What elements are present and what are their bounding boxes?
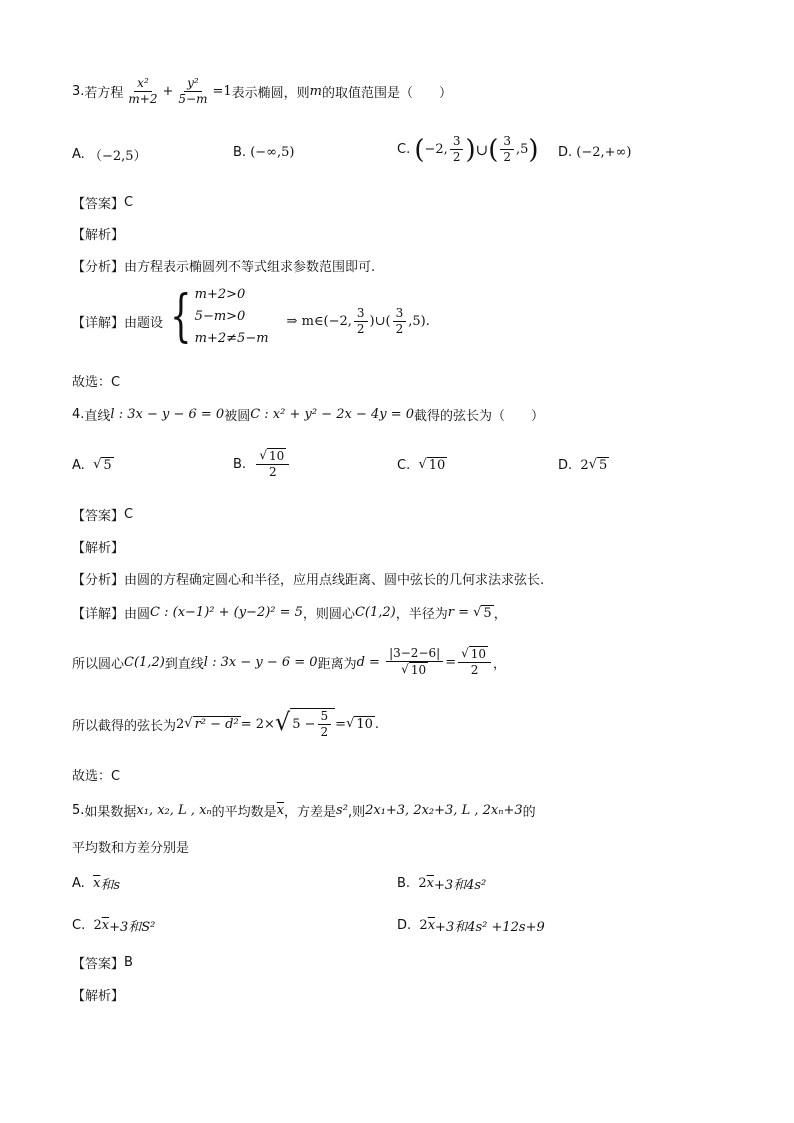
q4-option-b-num: 10 xyxy=(268,449,285,463)
q3-detail-tag: 【详解】 xyxy=(72,315,125,331)
q3-number: 3. xyxy=(72,84,85,99)
q5-option-d-x: $\overline{x}$ xyxy=(427,918,436,933)
q3-stem xyxy=(72,76,452,107)
q4-option-d-label: D. xyxy=(558,457,573,473)
q4-d2-eq: l : 3x − y − 6 = 0 xyxy=(203,654,318,670)
q3-inequality-system: { m+2>0 5−m>0 m+2≠5−m xyxy=(170,284,269,349)
q4-d1-eq: C : (x−1)² + (y−2)² = 5 xyxy=(150,605,303,620)
q4-d2-a: 所以圆心 xyxy=(72,656,125,672)
q4-fenxi xyxy=(72,569,544,588)
q4-answer-value: C xyxy=(124,507,134,522)
q4-d2-dv: d = xyxy=(356,654,380,670)
q3-option-d-label: D. xyxy=(558,145,573,160)
q5-text2: 的平均数是 xyxy=(211,805,277,820)
q4-option-c-label: C. xyxy=(397,457,411,473)
q3-fenxi xyxy=(72,256,375,275)
q3-choice-text: 故选：C xyxy=(72,375,121,390)
q4-d2-den2: 2 xyxy=(470,663,479,677)
q3-analysis-heading xyxy=(72,224,124,243)
q3-answer-value: C xyxy=(124,195,134,210)
q4-d2-d: 距离为 xyxy=(317,656,357,672)
q5-text5: 的 xyxy=(522,805,536,820)
q4-mid: 被圆 xyxy=(224,409,251,424)
q5-option-c-label: C. xyxy=(72,918,86,933)
q4-option-b-label: B. xyxy=(233,456,247,472)
q4-option-a-label: A. xyxy=(72,457,85,473)
q5-option-c xyxy=(72,916,155,935)
q5-option-c-value: +3和S² xyxy=(109,920,156,935)
q4-d1-r: r = xyxy=(447,605,469,620)
q4-analysis-heading xyxy=(72,537,124,556)
q5-option-c-pre: 2 xyxy=(93,918,102,933)
q5-stem-1 xyxy=(72,801,536,820)
q4-d2-eqs: = xyxy=(445,654,457,670)
q3-frac1-num: x² xyxy=(134,76,152,92)
q4-d3-eq2: = xyxy=(335,716,347,732)
q4-d3-eq: = 2× xyxy=(240,716,275,732)
q4-d1-e: ， xyxy=(493,607,507,622)
q4-d3-coef: 2 xyxy=(176,716,185,732)
q3-answer-tag: 【答案】 xyxy=(72,197,125,212)
q3-detail: 【详解】 由题设 { m+2>0 5−m>0 m+2≠5−m ⇒ m∈(−2, $\frac{3}{2}$ )∪( $\frac{3}{2}$ ,5). xyxy=(72,284,430,349)
q5-answer-value: B xyxy=(124,955,133,970)
q5-option-d xyxy=(397,916,545,935)
q4-d3-fnum: 5 xyxy=(318,709,332,725)
q3-option-b xyxy=(233,145,294,160)
q5-option-b xyxy=(397,874,486,893)
q5-text1: 如果数据 xyxy=(84,805,137,820)
q3-implies: ⇒ m∈(−2, xyxy=(286,313,352,329)
q4-option-b-den: 2 xyxy=(268,465,277,479)
q3-option-a-value: （−2,5） xyxy=(88,149,147,164)
q4-d2-den: 10 xyxy=(410,663,427,677)
q3-detail-prefix: 由题设 xyxy=(124,315,164,331)
q4-fenxi-text: 由圆的方程确定圆心和半径，应用点线距离、圆中弦长的几何求法求弦长. xyxy=(124,573,545,588)
q4-d1-d: ，半径为 xyxy=(395,607,448,622)
q3-option-a xyxy=(72,145,147,164)
q4-answer-tag: 【答案】 xyxy=(72,509,125,524)
q4-option-d: D. 2 √ 5 xyxy=(558,457,608,473)
q4-circle-eq: C : x² + y² − 2x − 4y = 0 xyxy=(250,407,415,422)
q4-option-b: B. √ 10 2 xyxy=(233,448,291,480)
q3-option-a-label: A. xyxy=(72,147,85,162)
q3-choice xyxy=(72,371,120,390)
q4-option-c-value: 10 xyxy=(428,458,446,473)
q4-d3-fden: 2 xyxy=(320,725,329,739)
q5-number: 5. xyxy=(72,803,85,818)
q3-option-b-label: B. xyxy=(233,145,247,160)
q3-fraction-y xyxy=(175,76,210,107)
q4-line-eq: l : 3x − y − 6 = 0 xyxy=(110,407,225,422)
q4-d2-end: ， xyxy=(493,656,507,672)
q3-suffix1: 表示椭圆，则 xyxy=(231,86,310,101)
q4-detail-2: 所以圆心 C(1,2) 到直线 l : 3x − y − 6 = 0 距离为 d = |3−2−6| √ 10 = √ 10 2 ， xyxy=(72,646,507,677)
q5-line2: 平均数和方差分别是 xyxy=(72,841,190,856)
q4-d1-c: C(1,2) xyxy=(354,605,396,620)
q4-d1-rad: 5 xyxy=(483,605,492,621)
q4-d2-c: C(1,2) xyxy=(124,654,165,670)
q3-option-d-value: (−2,+∞) xyxy=(576,145,632,160)
q4-choice xyxy=(72,765,120,784)
q3-fenxi-text: 由方程表示椭圆列不等式组求参数范围即可. xyxy=(124,260,376,275)
q3-frac2-num: y² xyxy=(184,76,202,92)
q5-option-a-value: 和s xyxy=(100,878,121,893)
q4-option-a-value: 5 xyxy=(103,458,112,473)
q5-mean: $\overline{x}$ xyxy=(276,803,285,818)
q5-option-d-pre: 2 xyxy=(419,918,428,933)
q3-frac2-den: 5−m xyxy=(178,92,208,106)
q3-answer xyxy=(72,193,133,212)
q4-option-a: A. √ 5 xyxy=(72,457,112,473)
q4-d2-num: |3−2−6| xyxy=(386,646,443,662)
q5-option-a xyxy=(72,874,120,893)
q4-detail-1: 【详解】 由圆 C : (x−1)² + (y−2)² = 5 ，则圆心 C(1,2) ，半径为 r = √ 5 ， xyxy=(72,604,507,622)
q5-option-b-label: B. xyxy=(397,876,411,891)
q4-d3-rad: r² − d² xyxy=(194,717,239,732)
q3-eq: =1 xyxy=(212,84,232,99)
q4-d1-a: 由圆 xyxy=(124,607,151,622)
q5-expr: 2x₁+3, 2x₂+3, L , 2xₙ+3 xyxy=(365,803,523,818)
q3-analysis-tag: 【解析】 xyxy=(72,228,125,243)
q3-union: )∪( xyxy=(369,313,391,329)
q5-option-d-label: D. xyxy=(397,918,412,933)
q4-d1-b: ，则圆心 xyxy=(302,607,355,622)
q3-frac1-den: m+2 xyxy=(128,92,158,106)
q5-analysis-tag: 【解析】 xyxy=(72,989,125,1004)
q5-option-a-label: A. xyxy=(72,876,85,891)
q4-d3-end: . xyxy=(374,716,380,732)
q5-option-a-x: $\overline{x}$ xyxy=(93,876,101,891)
q4-prefix: 直线 xyxy=(84,409,111,424)
q5-answer xyxy=(72,953,133,972)
q4-d2-b: 到直线 xyxy=(164,656,204,672)
q5-option-b-value: +3和4s² xyxy=(433,878,487,893)
q5-var: s² xyxy=(336,803,348,818)
q4-d3-five: 5 − xyxy=(292,717,316,732)
q4-suffix: 截得的弦长为（ ） xyxy=(414,409,545,424)
q5-text3: ，方差是 xyxy=(284,805,337,820)
q4-option-d-coef: 2 xyxy=(580,457,589,473)
q3-option-c-label: C. xyxy=(397,142,411,157)
q3-sys-1: m+2>0 xyxy=(194,287,246,302)
q4-d3-rad2: 10 xyxy=(356,717,373,732)
q4-stem xyxy=(72,405,544,424)
q5-option-b-x: $\overline{x}$ xyxy=(426,876,434,891)
q5-answer-tag: 【答案】 xyxy=(72,957,125,972)
q3-plus: + xyxy=(162,84,174,99)
q5-option-b-pre: 2 xyxy=(418,876,427,891)
q5-text4: ,则 xyxy=(347,805,366,820)
q5-data: x₁, x₂, L , xₙ xyxy=(136,803,212,818)
q4-answer xyxy=(72,505,133,524)
q4-d3-a: 所以截得的弦长为 xyxy=(72,718,177,734)
q3-var: m xyxy=(309,84,322,99)
q4-fenxi-tag: 【分析】 xyxy=(72,573,125,588)
q3-sys-3: m+2≠5−m xyxy=(194,331,269,346)
q4-option-d-value: 5 xyxy=(599,458,608,473)
q4-detail-3: 所以截得的弦长为 2 √ r² − d² = 2× √ 5 − $\frac{5}{2}$ = √ 10 . xyxy=(72,708,380,739)
q4-option-c: C. √ 10 xyxy=(397,457,446,473)
q3-option-d xyxy=(558,145,631,160)
q3-prefix: 若方程 xyxy=(84,86,124,101)
q5-option-d-value: +3和4s² +12s+9 xyxy=(435,920,545,935)
q3-fenxi-tag: 【分析】 xyxy=(72,260,125,275)
q5-stem-2 xyxy=(72,837,189,856)
q5-option-c-x: $\overline{x}$ xyxy=(101,918,110,933)
q4-choice-text: 故选：C xyxy=(72,769,121,784)
q3-option-b-value: (−∞,5) xyxy=(250,145,295,160)
q3-sys-2: 5−m>0 xyxy=(194,309,246,324)
q4-analysis-tag: 【解析】 xyxy=(72,541,125,556)
q3-fraction-x xyxy=(125,76,160,107)
q4-detail-tag: 【详解】 xyxy=(72,607,125,622)
q3-end: ,5). xyxy=(408,313,430,329)
q4-d2-num2: 10 xyxy=(470,647,487,661)
q3-suffix2: 的取值范围是（ ） xyxy=(322,86,453,101)
q4-number: 4. xyxy=(72,407,85,422)
q3-option-c: C. ( −2, $\frac{3}{2}$ ) ∪ ( $\frac{3}{2}$ ,5 ) xyxy=(397,134,539,165)
q5-analysis-heading xyxy=(72,985,124,1004)
